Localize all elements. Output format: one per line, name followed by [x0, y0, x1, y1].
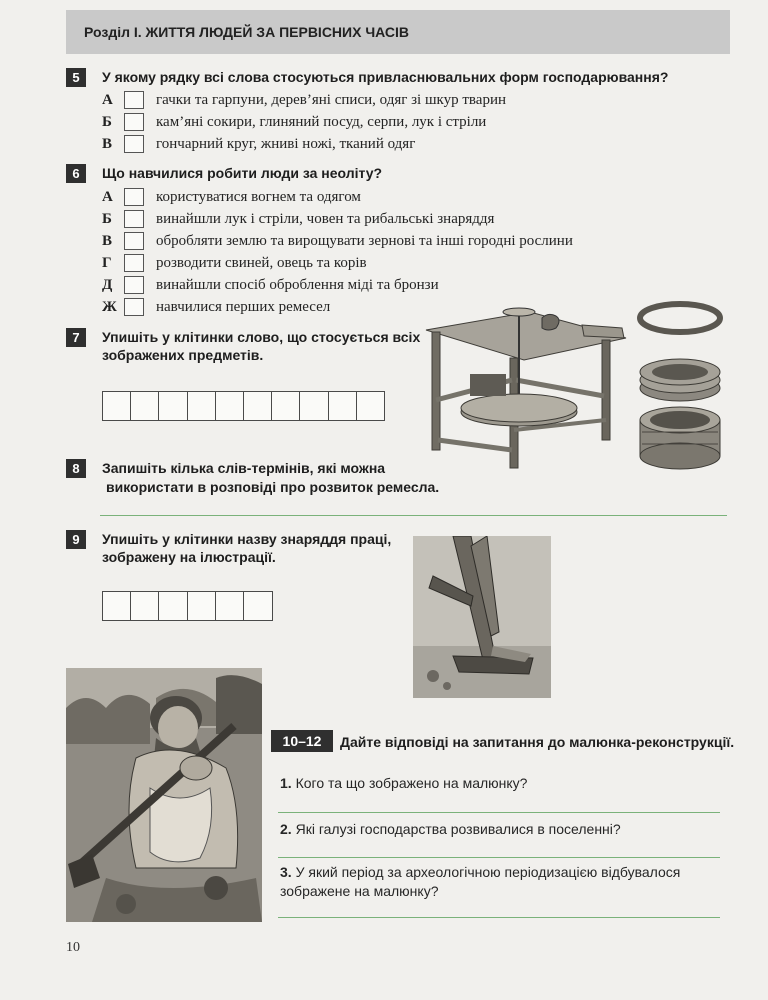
answer-cell[interactable] — [158, 591, 188, 621]
q7-answer-cells[interactable] — [102, 391, 384, 421]
q6-option-f[interactable] — [102, 297, 330, 317]
question-6-text: Що навчилися робити люди за неоліту? — [102, 165, 383, 181]
subquestion-number: 1. — [280, 775, 292, 791]
q6-option-c[interactable] — [102, 231, 573, 251]
page-number: 10 — [66, 940, 80, 955]
q6-option-a[interactable] — [102, 187, 361, 207]
answer-cell[interactable] — [158, 391, 188, 421]
subquestion-3 — [280, 863, 730, 882]
option-text: обробляти землю та вирощувати зернові та інші городні рослини — [156, 232, 573, 249]
option-text: винайшли лук і стріли, човен та рибальські знаряддя — [156, 210, 495, 227]
answer-cell[interactable] — [187, 591, 217, 621]
question-5-text: У якому рядку всі слова стосуються привласнювальних форм господарювання? — [102, 69, 669, 85]
plough-photo — [413, 536, 551, 698]
option-text: гачки та гарпуни, дерев’яні списи, одяг зі шкур тварин — [156, 91, 506, 108]
answer-cell[interactable] — [356, 391, 386, 421]
answer-cell[interactable] — [271, 391, 301, 421]
question-7-line1: Упишіть у клітинки слово, що стосується всіх — [102, 329, 421, 345]
option-letter: Б — [102, 210, 112, 227]
answer-cell[interactable] — [102, 391, 132, 421]
answer-cell[interactable] — [215, 391, 245, 421]
section-header — [66, 10, 730, 54]
question-8-line1: Запишіть кілька слів-термінів, які можна — [102, 460, 386, 476]
option-text: гончарний круг, жниві ножі, тканий одяг — [156, 135, 416, 152]
q6-option-b[interactable] — [102, 209, 494, 229]
option-text: навчилися перших ремесел — [156, 298, 331, 315]
answer-line-3[interactable] — [278, 917, 720, 918]
potters-wheel-photo — [412, 300, 730, 480]
option-text: розводити свиней, овець та корів — [156, 254, 367, 271]
option-text: винайшли спосіб оброблення міді та бронзи — [156, 276, 439, 293]
q5-option-c[interactable] — [102, 134, 415, 154]
answer-checkbox[interactable] — [124, 276, 144, 294]
q5-option-a[interactable] — [102, 90, 506, 110]
answer-cell[interactable] — [102, 591, 132, 621]
option-letter: Б — [102, 113, 112, 130]
answer-checkbox[interactable] — [124, 91, 144, 109]
option-letter: А — [102, 188, 113, 205]
q9-answer-cells[interactable] — [102, 591, 271, 621]
question-7-number: 7 — [66, 328, 86, 347]
q5-option-b[interactable] — [102, 112, 486, 132]
answer-checkbox[interactable] — [124, 113, 144, 131]
answer-checkbox[interactable] — [124, 188, 144, 206]
q6-option-d[interactable] — [102, 253, 367, 273]
subquestion-number: 2. — [280, 821, 292, 837]
answer-checkbox[interactable] — [124, 135, 144, 153]
subquestion-3-continued: зображене на малюнку? — [280, 883, 439, 899]
subquestion-text: У який період за археологічною періодизацією відбувалося — [295, 864, 681, 880]
question-6-number: 6 — [66, 164, 86, 183]
option-text: користуватися вогнем та одягом — [156, 188, 361, 205]
answer-cell[interactable] — [187, 391, 217, 421]
option-letter: Ж — [102, 298, 117, 315]
subquestion-1 — [280, 774, 527, 793]
subquestion-text: Які галузі господарства розвивалися в поселенні? — [295, 821, 621, 837]
answer-checkbox[interactable] — [124, 254, 144, 272]
question-9-number: 9 — [66, 530, 86, 549]
answer-checkbox[interactable] — [124, 298, 144, 316]
q8-answer-line[interactable] — [100, 515, 727, 516]
subquestion-2 — [280, 820, 621, 839]
question-8-number: 8 — [66, 459, 86, 478]
question-9-line1: Упишіть у клітинки назву знаряддя праці, — [102, 531, 392, 547]
question-10-12-text: Дайте відповіді на запитання до малюнка-реконструкції. — [340, 734, 735, 750]
question-5-number: 5 — [66, 68, 86, 87]
answer-checkbox[interactable] — [124, 232, 144, 250]
option-letter: Д — [102, 276, 113, 293]
option-letter: Г — [102, 254, 112, 271]
option-text: кам’яні сокири, глиняний посуд, серпи, лук і стріли — [156, 113, 487, 130]
answer-cell[interactable] — [130, 591, 160, 621]
subquestion-number: 3. — [280, 864, 292, 880]
question-7-line2: зображених предметів. — [102, 347, 264, 363]
answer-cell[interactable] — [130, 391, 160, 421]
option-letter: В — [102, 135, 113, 152]
q6-option-e[interactable] — [102, 275, 439, 295]
question-8-line2: використати в розповіді про розвиток ремесла. — [106, 479, 440, 495]
answer-line-2[interactable] — [278, 857, 720, 858]
answer-cell[interactable] — [243, 591, 273, 621]
reconstruction-drawing — [66, 668, 262, 922]
question-10-12-badge: 10–12 — [271, 730, 333, 752]
answer-cell[interactable] — [328, 391, 358, 421]
section-title: Розділ І. ЖИТТЯ ЛЮДЕЙ ЗА ПЕРВІСНИХ ЧАСІВ — [84, 24, 410, 40]
option-letter: В — [102, 232, 113, 249]
answer-checkbox[interactable] — [124, 210, 144, 228]
subquestion-text: Кого та що зображено на малюнку? — [295, 775, 528, 791]
answer-line-1[interactable] — [278, 812, 720, 813]
answer-cell[interactable] — [299, 391, 329, 421]
answer-cell[interactable] — [215, 591, 245, 621]
option-letter: А — [102, 91, 113, 108]
answer-cell[interactable] — [243, 391, 273, 421]
question-9-line2: зображену на ілюстрації. — [102, 549, 276, 565]
